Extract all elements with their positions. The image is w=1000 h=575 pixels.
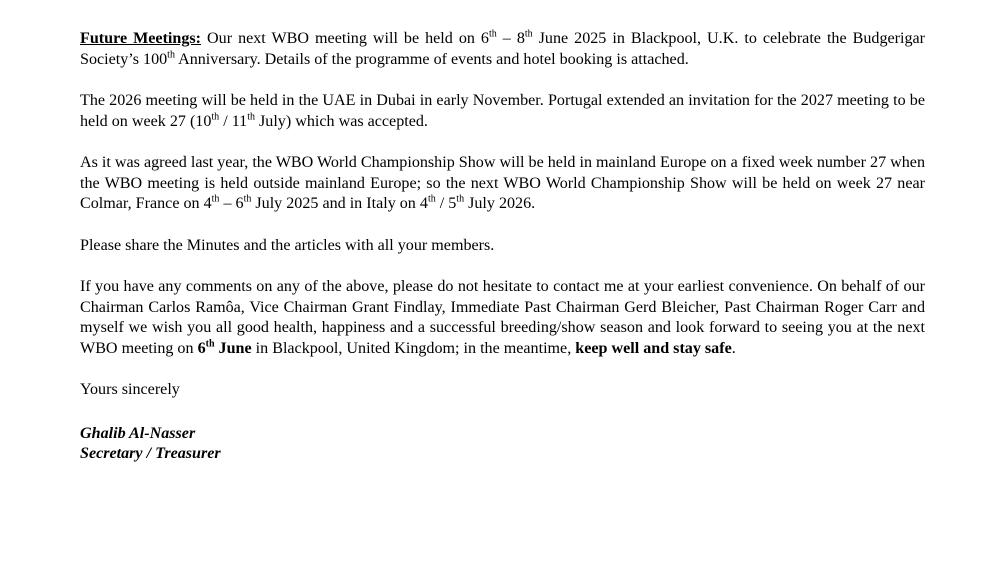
bold-run: 6 <box>197 339 206 357</box>
text-run: If you have any comments on any of the above, please do not hesitate to contact me at your earliest convenience. On behalf of our Chairman Carlos Ramôa, Vice Chairman Grant Findlay, Immediate Past Chairman Gerd Bleicher, Past Chairman Roger Carr and myself we wish you all good health, happiness and a successful breeding/show season and look forward to seeing you at the next WBO meeting on <box>80 278 925 357</box>
text-run: / 5 <box>435 195 457 212</box>
text-run: June 2025 in Blackpool, U.K. to celebrate the Budgerigar Society’s 100 <box>80 30 926 68</box>
future-meetings-heading: Future Meetings: <box>80 30 202 47</box>
comments-paragraph <box>80 277 925 359</box>
text-run: As it was agreed last year, the WBO World Championship Show will be held in mainland Europe on a fixed week number 27 when the WBO meeting is held outside mainland Europe; so the next WBO World Championship Show will be held on week 27 near Colmar, France on 4 <box>80 154 925 212</box>
letter-body <box>80 29 925 465</box>
future-meetings-paragraph <box>80 29 925 70</box>
text-run: . <box>731 339 736 357</box>
closing-salutation: Yours sincerely <box>80 381 180 398</box>
ordinal-suffix: th <box>167 49 175 61</box>
ordinal-suffix: th <box>243 193 252 205</box>
ordinal-suffix: th <box>205 338 215 350</box>
ordinal-suffix: th <box>456 193 465 205</box>
text-run: Anniversary. Details of the programme of events and hotel booking is attached. <box>174 50 689 68</box>
text-run: July 2026. <box>464 195 536 212</box>
championship-show-paragraph <box>80 153 925 215</box>
signature-title: Secretary / Treasurer <box>80 445 221 462</box>
text-run: / 11 <box>219 112 248 130</box>
ordinal-suffix: th <box>427 193 436 205</box>
ordinal-suffix: th <box>247 111 255 123</box>
text-run: July 2025 and in Italy on 4 <box>251 195 428 212</box>
keep-safe-bold: keep well and stay safe <box>575 339 732 357</box>
text-run: The 2026 meeting will be held in the UAE in Dubai in early November. Portugal extended an invitation for the 2027 meeting to be held on week 27 (10 <box>80 92 925 130</box>
ordinal-suffix: th <box>488 28 497 40</box>
meeting-date-bold <box>198 340 252 357</box>
text-run: – 8 <box>496 30 525 47</box>
ordinal-suffix: th <box>211 193 220 205</box>
ordinal-suffix: th <box>211 111 220 123</box>
meetings-2026-2027-paragraph <box>80 91 925 132</box>
text-run: July) which was accepted. <box>254 112 428 130</box>
text-run: Please share the Minutes and the articles with all your members. <box>80 236 495 254</box>
bold-run: June <box>214 339 252 357</box>
text-run: – 6 <box>219 195 244 212</box>
share-minutes-paragraph <box>80 236 925 257</box>
ordinal-suffix: th <box>524 28 533 40</box>
text-run: in Blackpool, United Kingdom; in the meantime, <box>251 339 576 357</box>
signature-name: Ghalib Al-Nasser <box>80 424 196 442</box>
text-run: Our next WBO meeting will be held on 6 <box>201 30 489 47</box>
